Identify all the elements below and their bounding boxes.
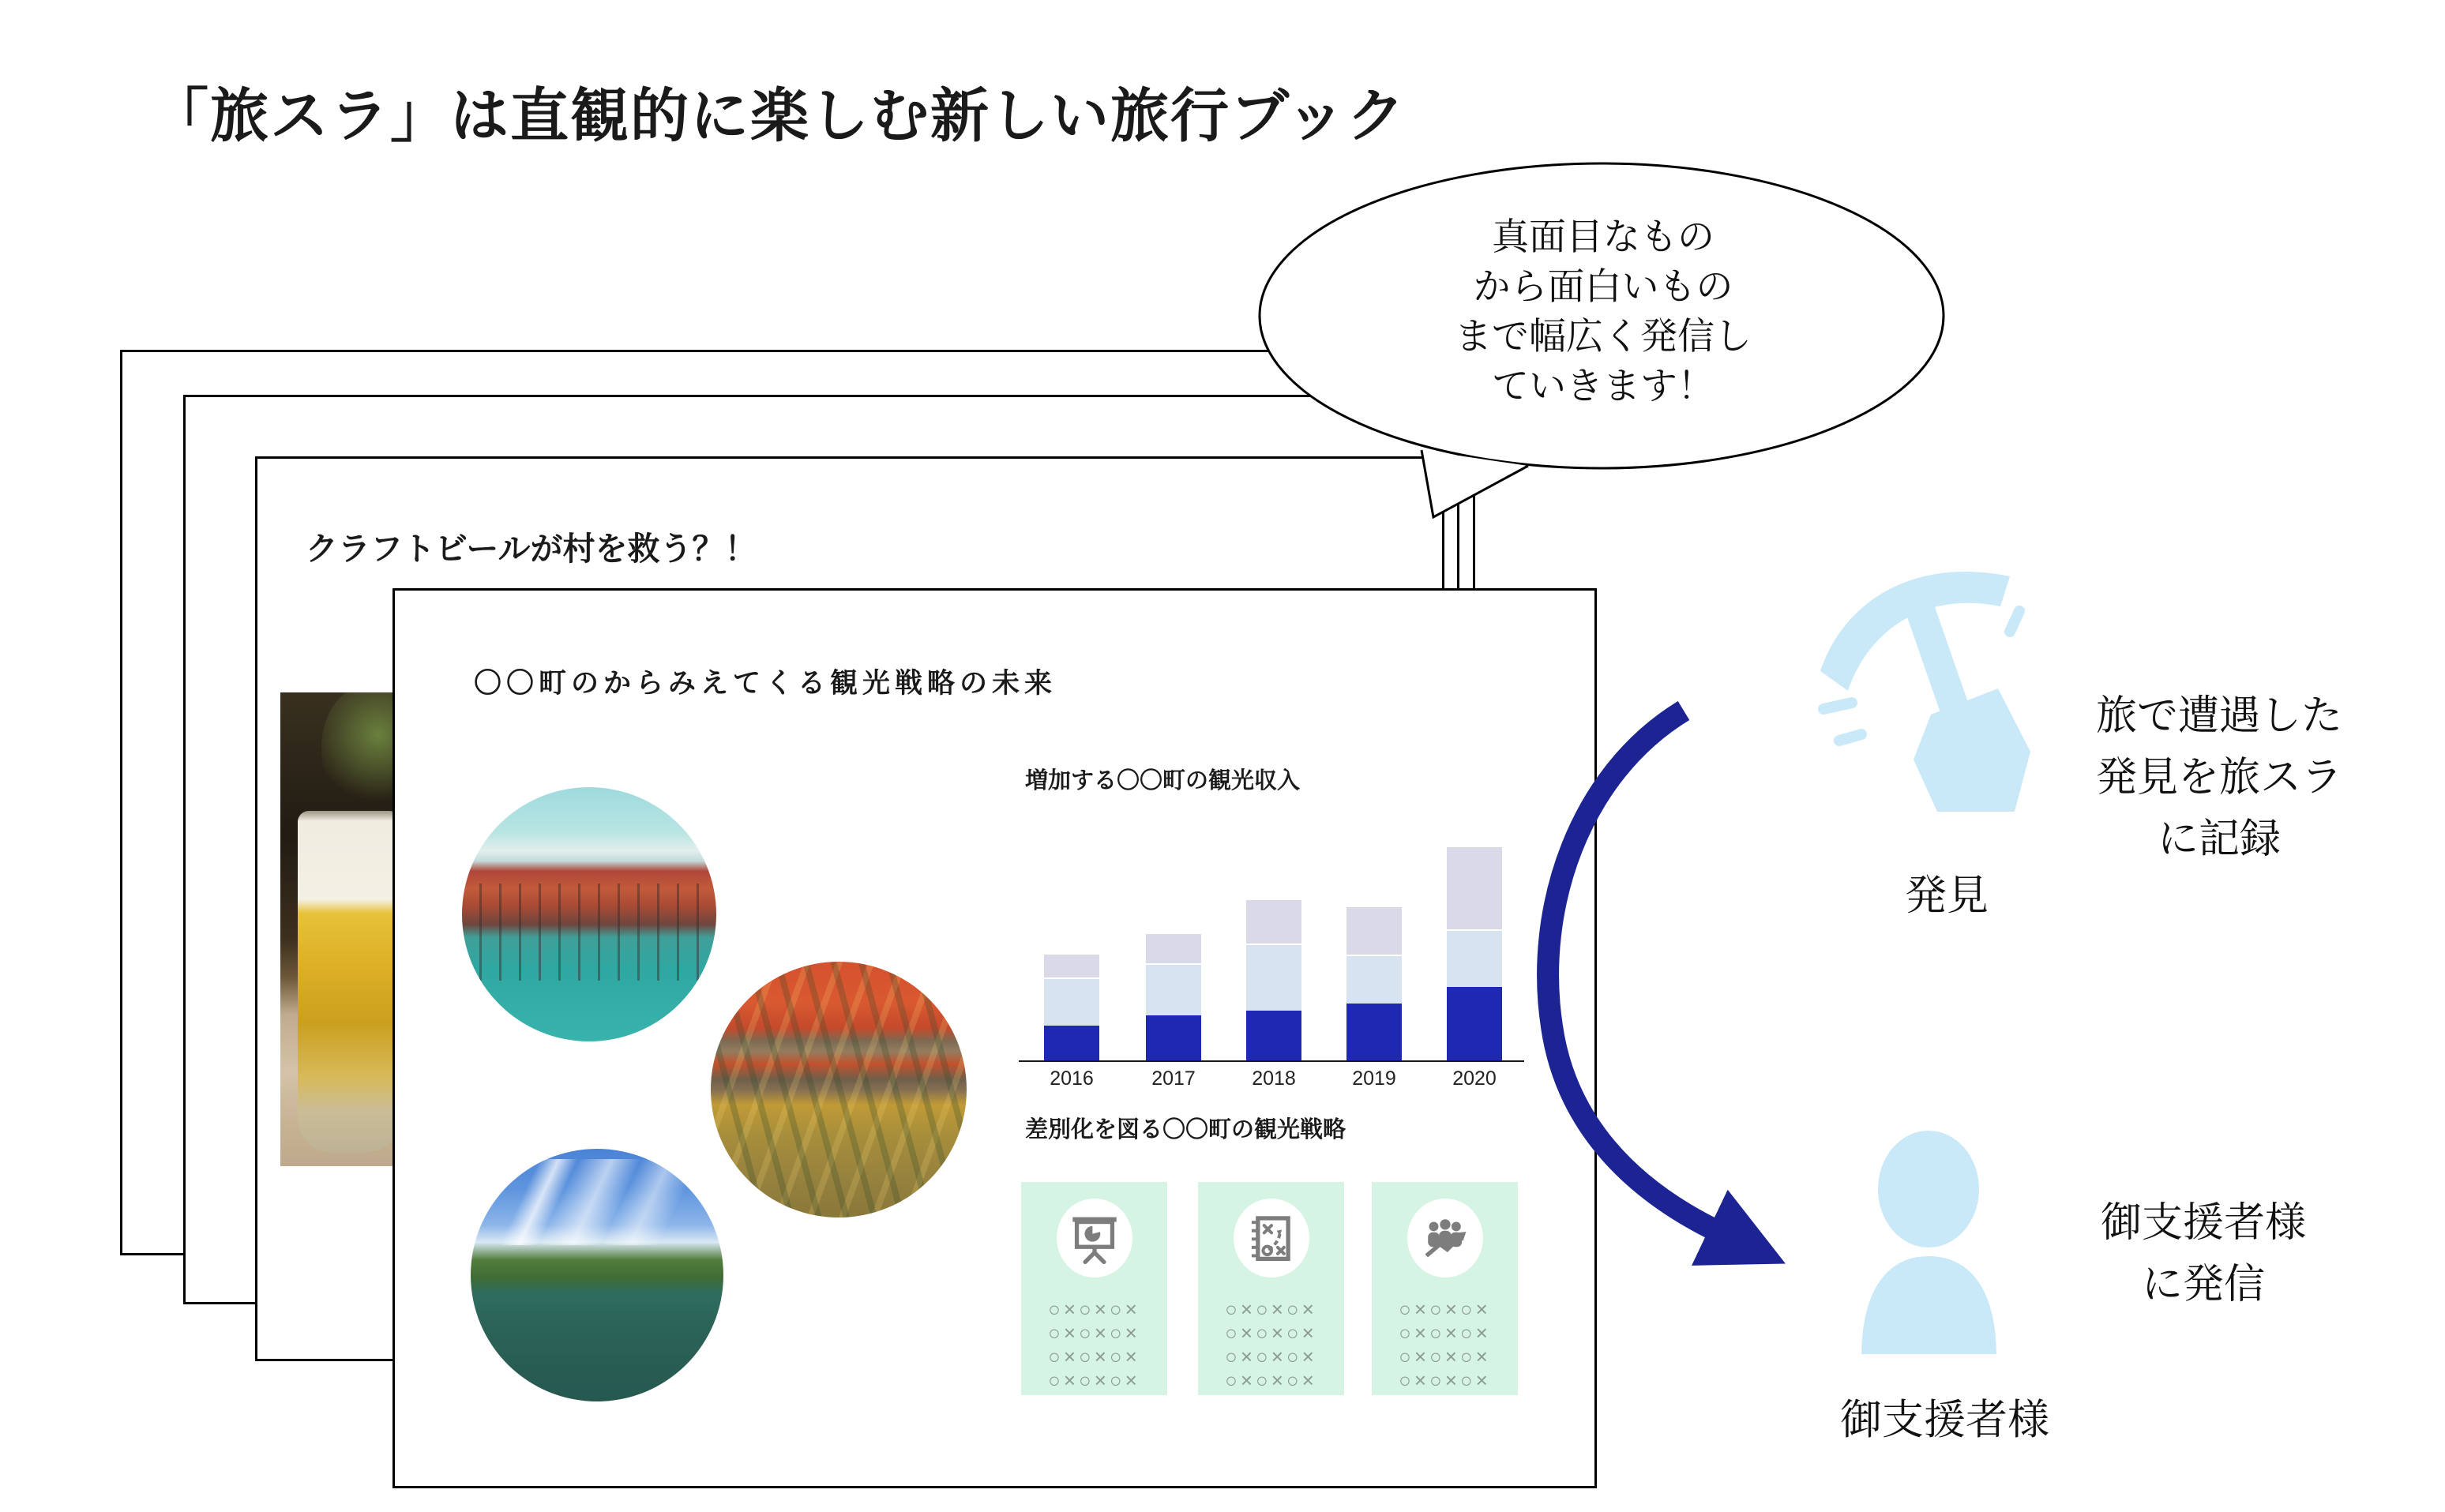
- bar-segment-segment-bottom: [1246, 1011, 1301, 1060]
- person-icon: [1848, 1127, 2010, 1364]
- discovery-note: [2045, 685, 2393, 870]
- strategy-card-1: [1021, 1182, 1167, 1395]
- placeholder-row: ○×○×○×: [1399, 1321, 1491, 1345]
- placeholder-row: ○×○×○×: [1399, 1297, 1491, 1321]
- bubble-line: まで幅広く発信し: [1455, 315, 1752, 357]
- bar-segment-segment-middle: [1246, 944, 1301, 1011]
- bar-segment-segment-middle: [1146, 963, 1201, 1015]
- beer-glass-shape: [298, 811, 392, 1152]
- placeholder-row: ○×○×○×: [1048, 1321, 1140, 1345]
- chart-title: 増加する〇〇町の観光収入: [1025, 768, 1301, 794]
- placeholder-row: ○×○×○×: [1048, 1345, 1140, 1368]
- note-line: に発信: [2141, 1262, 2265, 1308]
- strategy-plan-icon: [1245, 1212, 1298, 1264]
- discovery-label: 発見: [1905, 872, 1989, 919]
- autumn-red-trees-blue-pond-photo: [462, 787, 716, 1041]
- craft-beer-slide-title: クラフトビールが村を救う？！: [306, 531, 757, 567]
- note-line: 発見を旅スラ: [2095, 755, 2342, 801]
- card-icon-badge: [1057, 1199, 1132, 1278]
- bar-segment-segment-top: [1246, 899, 1301, 944]
- bar-2019: [1346, 906, 1402, 1060]
- note-line: 御支援者様: [2100, 1200, 2306, 1246]
- placeholder-row: ○×○×○×: [1399, 1368, 1491, 1392]
- x-tick-label: 2018: [1252, 1067, 1296, 1090]
- x-tick-label: 2016: [1050, 1067, 1094, 1090]
- bar-segment-segment-bottom: [1044, 1026, 1099, 1060]
- placeholder-row: ○×○×○×: [1225, 1297, 1317, 1321]
- bar-segment-segment-middle: [1346, 955, 1402, 1004]
- tree-trunks-texture: [462, 884, 716, 980]
- bar-segment-segment-bottom: [1346, 1004, 1402, 1060]
- front-slide-title: 〇〇町のからみえてくる観光戦略の未来: [474, 668, 1057, 699]
- flow-arrow: [1485, 671, 1824, 1295]
- card-placeholder-rows: [1198, 1297, 1344, 1392]
- x-tick-label: 2020: [1452, 1067, 1497, 1090]
- card-placeholder-rows: [1021, 1297, 1167, 1392]
- note-line: に記録: [2157, 816, 2281, 862]
- x-tick-label: 2017: [1151, 1067, 1196, 1090]
- pumpkin-crate-photo: [711, 962, 967, 1217]
- beer-photo-bokeh: [321, 692, 392, 811]
- card-icon-badge: [1407, 1199, 1483, 1278]
- x-tick-label: 2019: [1352, 1067, 1396, 1090]
- bar-segment-segment-bottom: [1146, 1015, 1201, 1060]
- strategy-title: 差別化を図る〇〇町の観光戦略: [1025, 1117, 1346, 1142]
- placeholder-row: ○×○×○×: [1048, 1297, 1140, 1321]
- placeholder-row: ○×○×○×: [1225, 1368, 1317, 1392]
- chart-x-axis: [1019, 1060, 1524, 1062]
- lake-forest-sky-photo: [471, 1149, 723, 1401]
- presentation-pie-chart-icon: [1069, 1212, 1121, 1264]
- supporters-note: [2045, 1192, 2361, 1315]
- team-growth-icon: [1419, 1212, 1471, 1264]
- pickaxe-icon: [1812, 545, 2034, 813]
- bar-2016: [1044, 953, 1099, 1060]
- card-placeholder-rows: [1372, 1297, 1518, 1392]
- bar-segment-segment-middle: [1044, 977, 1099, 1026]
- bubble-line: ていきます！: [1492, 365, 1715, 407]
- note-line: 旅で遭遇した: [2095, 693, 2342, 739]
- beer-glass-photo: [280, 692, 392, 1166]
- bubble-line: 真面目なもの: [1492, 216, 1715, 257]
- bar-segment-segment-top: [1044, 953, 1099, 977]
- bar-2018: [1246, 899, 1301, 1060]
- placeholder-row: ○×○×○×: [1225, 1345, 1317, 1368]
- speech-bubble-text: [1327, 212, 1880, 411]
- bar-2017: [1146, 932, 1201, 1060]
- page-title: 「旅スラ」は直観的に楽しむ新しい旅行ブック: [150, 83, 1407, 148]
- placeholder-row: ○×○×○×: [1399, 1345, 1491, 1368]
- stacked-bar-chart: [1019, 813, 1524, 1090]
- supporters-label: 御支援者様: [1840, 1397, 2049, 1443]
- strategy-card-2: [1198, 1182, 1344, 1395]
- bar-segment-segment-top: [1346, 906, 1402, 955]
- card-icon-badge: [1234, 1199, 1309, 1278]
- cloud-streaks: [496, 1159, 698, 1245]
- placeholder-row: ○×○×○×: [1048, 1368, 1140, 1392]
- bubble-line: から面白いもの: [1473, 265, 1733, 307]
- bar-segment-segment-top: [1146, 932, 1201, 963]
- pumpkin-texture: [711, 962, 967, 1217]
- placeholder-row: ○×○×○×: [1225, 1321, 1317, 1345]
